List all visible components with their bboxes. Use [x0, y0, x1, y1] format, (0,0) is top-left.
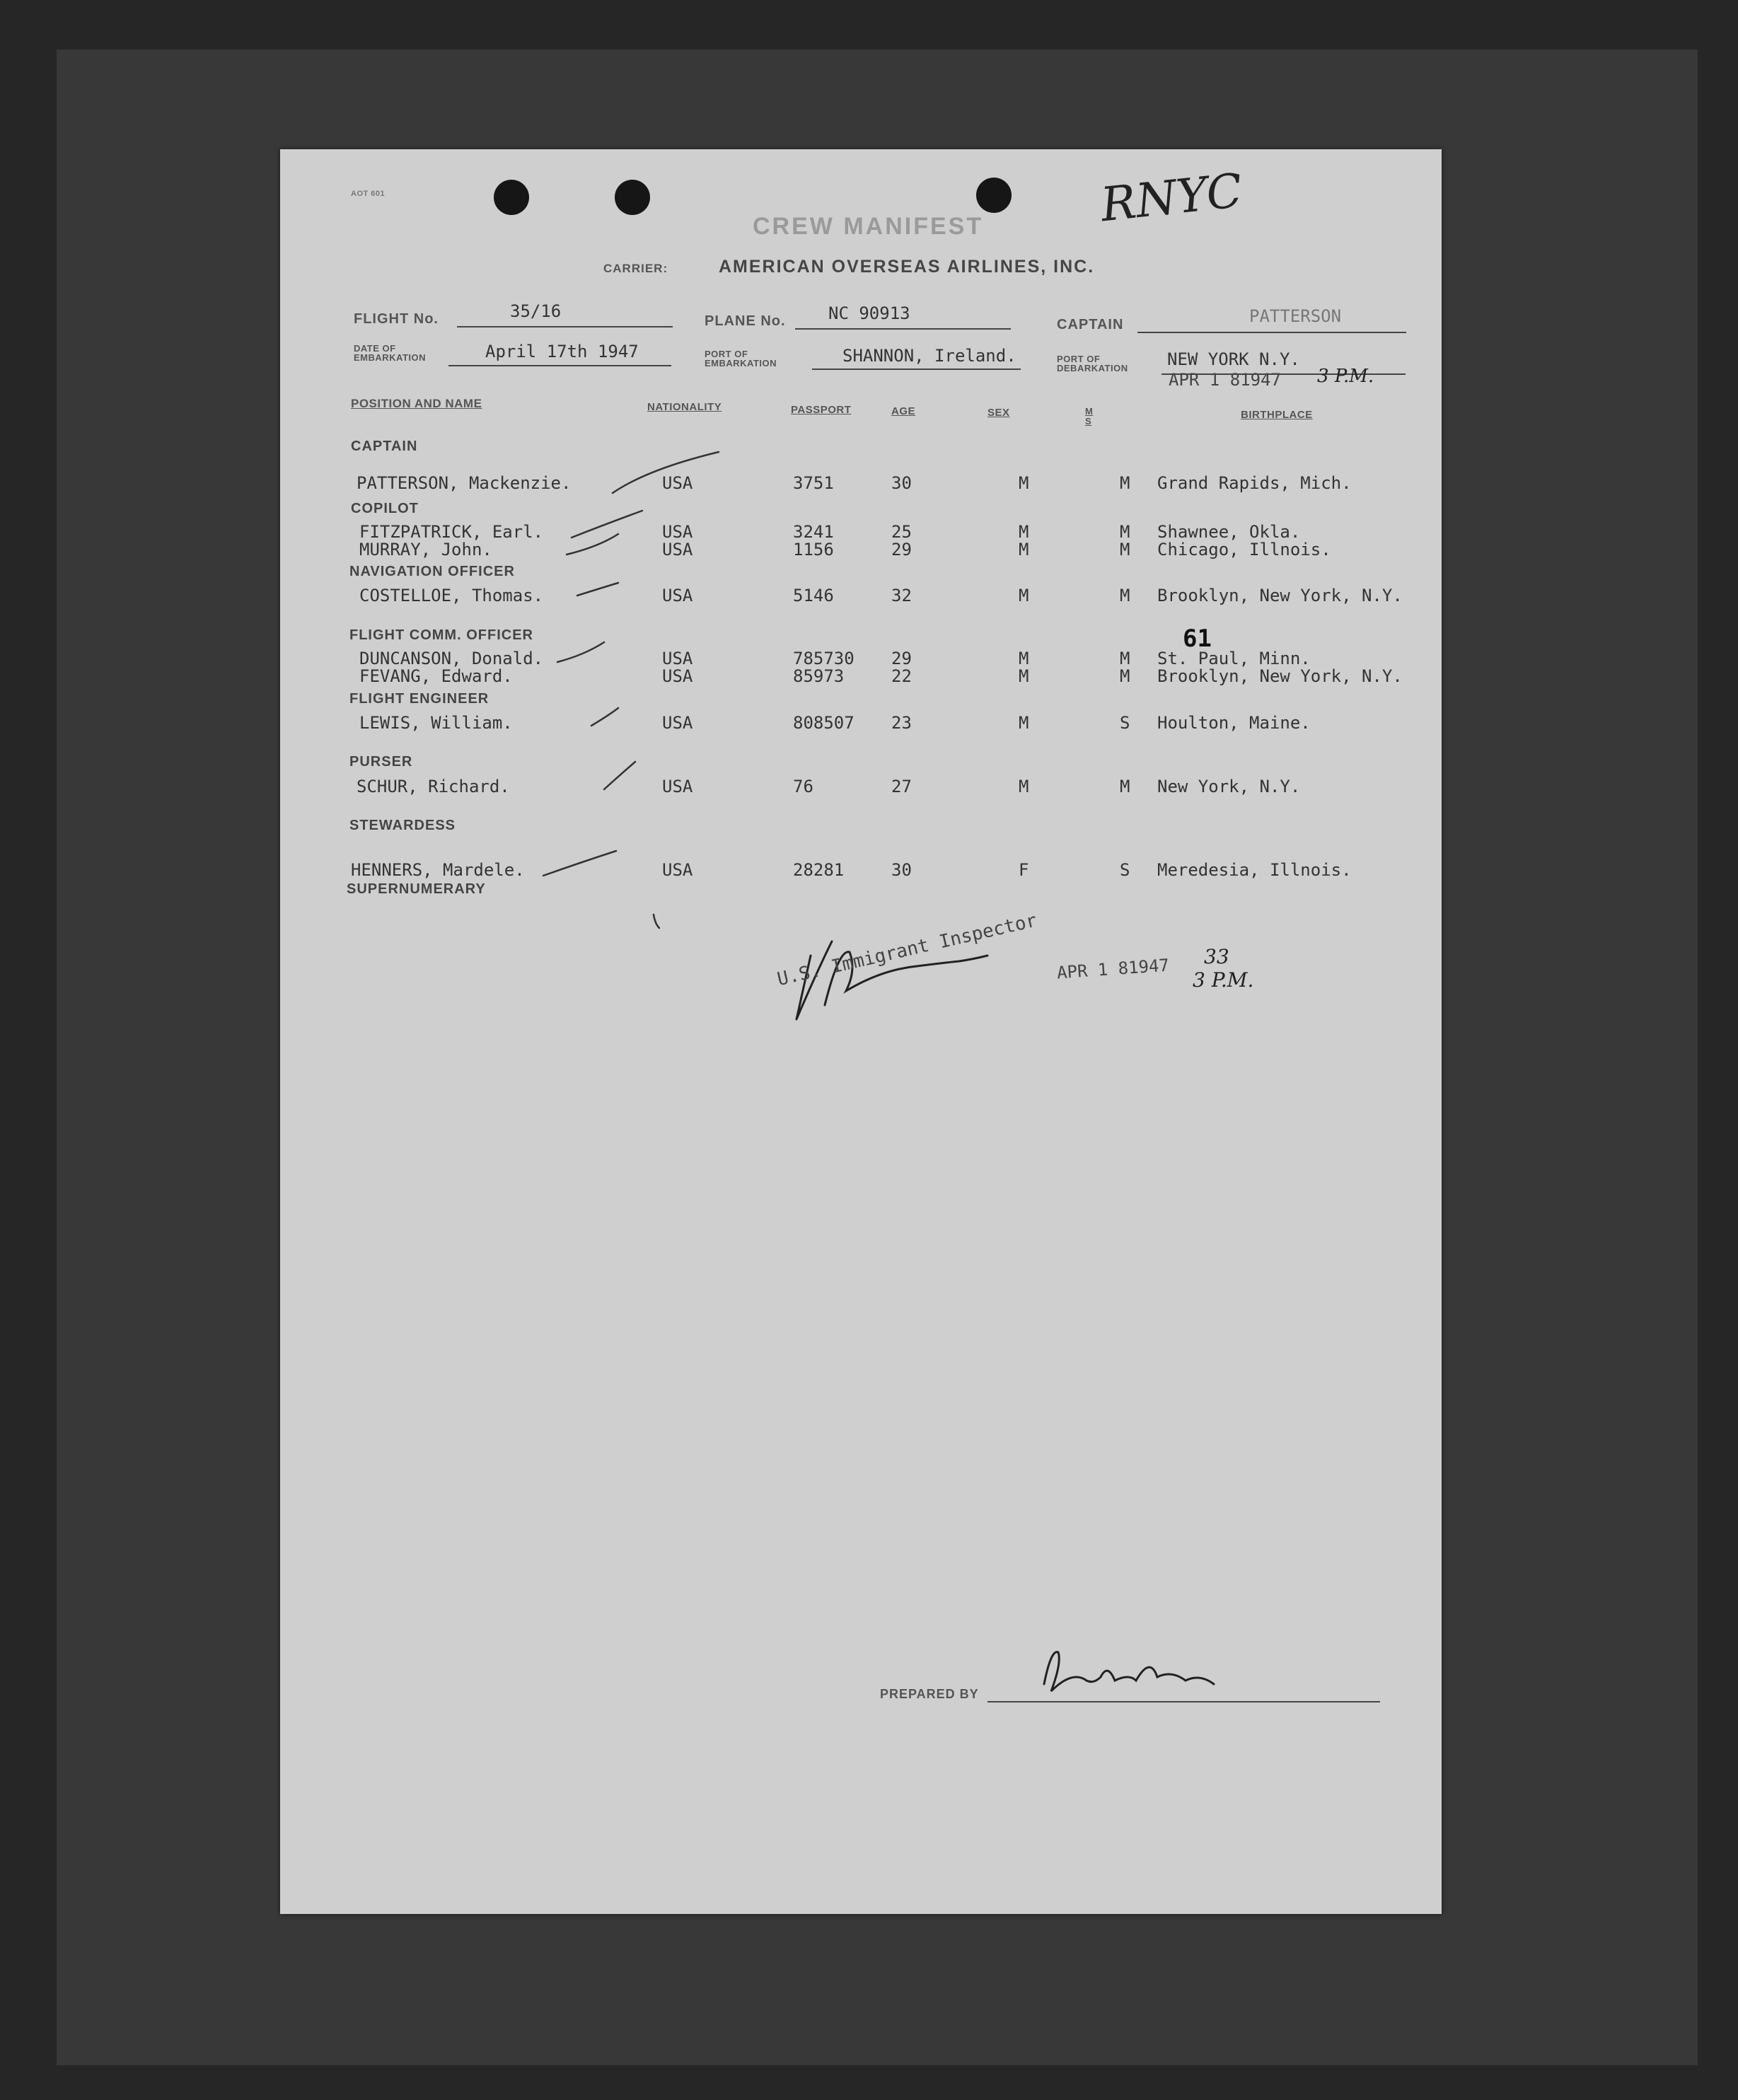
- crew-manifest-page: [280, 149, 1442, 1914]
- date-label: DATE OF EMBARKATION: [354, 343, 427, 363]
- punch-hole: [976, 178, 1012, 213]
- crew-birthplace: New York, N.Y.: [1157, 777, 1301, 796]
- crew-name: SCHUR, Richard.: [357, 777, 510, 796]
- embarkation-date: April 17th 1947: [485, 342, 639, 361]
- crew-age: 30: [891, 473, 912, 493]
- flight-label: FLIGHT No.: [354, 311, 439, 327]
- crew-sex: M: [1019, 522, 1029, 542]
- crew-name: FITZPATRICK, Earl.: [359, 522, 544, 542]
- crew-age: 27: [891, 777, 912, 796]
- date-line: [448, 365, 671, 366]
- crew-nationality: USA: [662, 713, 693, 733]
- section-captain: CAPTAIN: [351, 439, 418, 454]
- punch-hole: [494, 180, 529, 215]
- crew-name: FEVANG, Edward.: [359, 666, 513, 686]
- crew-nationality: USA: [662, 522, 693, 542]
- section-flight-engineer: FLIGHT ENGINEER: [349, 691, 489, 707]
- section-supernumerary: SUPERNUMERARY: [347, 881, 486, 897]
- inspector-note-bottom: 3 P.M.: [1193, 968, 1254, 992]
- crew-passport: 808507: [793, 713, 854, 733]
- crew-passport: 5146: [793, 586, 834, 605]
- crew-passport: 3751: [793, 473, 834, 493]
- col-marital: M S: [1085, 406, 1094, 427]
- crew-passport: 1156: [793, 540, 834, 559]
- crew-sex: M: [1019, 666, 1029, 686]
- crew-marital: M: [1120, 540, 1130, 559]
- crew-age: 25: [891, 522, 912, 542]
- crew-name: DUNCANSON, Donald.: [359, 649, 544, 668]
- form-title: CREW MANIFEST: [753, 213, 984, 240]
- corner-note: RNYC: [1098, 163, 1245, 233]
- prepared-by-label: PREPARED BY: [880, 1687, 979, 1701]
- col-age: AGE: [891, 405, 916, 417]
- carrier-name: AMERICAN OVERSEAS AIRLINES, INC.: [719, 257, 1095, 277]
- port-embarkation-line: [812, 369, 1021, 370]
- crew-nationality: USA: [662, 473, 693, 493]
- crew-nationality: USA: [662, 586, 693, 605]
- section-stewardess: STEWARDESS: [349, 818, 456, 833]
- section-navigation-officer: NAVIGATION OFFICER: [349, 564, 515, 579]
- form-code: AOT 601: [351, 190, 386, 198]
- col-passport: PASSPORT: [791, 404, 852, 416]
- crew-name: HENNERS, Mardele.: [351, 860, 525, 880]
- crew-birthplace: Chicago, Illnois.: [1157, 540, 1331, 559]
- crew-name: MURRAY, John.: [359, 540, 492, 559]
- crew-nationality: USA: [662, 540, 693, 559]
- crew-age: 30: [891, 860, 912, 880]
- section-copilot: COPILOT: [351, 501, 419, 516]
- crew-nationality: USA: [662, 666, 693, 686]
- crew-sex: M: [1019, 540, 1029, 559]
- crew-birthplace: Brooklyn, New York, N.Y.: [1157, 666, 1403, 686]
- crew-sex: M: [1019, 586, 1029, 605]
- crew-name: COSTELLOE, Thomas.: [359, 586, 544, 605]
- crew-nationality: USA: [662, 777, 693, 796]
- col-nationality: NATIONALITY: [647, 401, 722, 413]
- col-sex: SEX: [987, 407, 1010, 419]
- crew-name: PATTERSON, Mackenzie.: [357, 473, 572, 493]
- port-embarkation-value: SHANNON, Ireland.: [842, 346, 1016, 366]
- crew-marital: M: [1120, 522, 1130, 542]
- captain-line: [1137, 332, 1406, 333]
- crew-name: LEWIS, William.: [359, 713, 513, 733]
- crew-nationality: USA: [662, 860, 693, 880]
- crew-age: 23: [891, 713, 912, 733]
- punch-hole: [615, 180, 650, 215]
- plane-label: PLANE No.: [705, 313, 786, 329]
- crew-passport: 76: [793, 777, 813, 796]
- crew-marital: M: [1120, 586, 1130, 605]
- section-purser: PURSER: [349, 754, 413, 770]
- margin-number: 61: [1183, 625, 1212, 653]
- crew-sex: M: [1019, 473, 1029, 493]
- crew-age: 32: [891, 586, 912, 605]
- crew-age: 29: [891, 540, 912, 559]
- crew-birthplace: Houlton, Maine.: [1157, 713, 1311, 733]
- crew-passport: 28281: [793, 860, 845, 880]
- port-embarkation-label: PORT OF EMBARKATION: [705, 349, 777, 369]
- crew-passport: 785730: [793, 649, 854, 668]
- crew-sex: M: [1019, 713, 1029, 733]
- section-flight-comm-officer: FLIGHT COMM. OFFICER: [349, 627, 533, 643]
- crew-age: 29: [891, 649, 912, 668]
- inspector-note-top: 33: [1204, 945, 1229, 968]
- crew-sex: F: [1019, 860, 1029, 880]
- inspector-date-stamp: APR 1 81947: [1056, 955, 1170, 983]
- preparer-signature: [1030, 1642, 1256, 1705]
- crew-marital: M: [1120, 649, 1130, 668]
- crew-sex: M: [1019, 777, 1029, 796]
- crew-birthplace: St. Paul, Minn.: [1157, 649, 1311, 668]
- port-debarkation-label: PORT OF DEBARKATION: [1057, 354, 1128, 373]
- crew-passport: 3241: [793, 522, 834, 542]
- crew-nationality: USA: [662, 649, 693, 668]
- inspector-title: U.S. Immigrant Inspector: [775, 910, 1039, 991]
- crew-marital: M: [1120, 473, 1130, 493]
- crew-marital: S: [1120, 860, 1130, 880]
- crew-marital: M: [1120, 777, 1130, 796]
- crew-marital: S: [1120, 713, 1130, 733]
- crew-sex: M: [1019, 649, 1029, 668]
- crew-birthplace: Grand Rapids, Mich.: [1157, 473, 1352, 493]
- crew-birthplace: Brooklyn, New York, N.Y.: [1157, 586, 1403, 605]
- col-position-name: POSITION AND NAME: [351, 397, 482, 410]
- plane-number: NC 90913: [828, 303, 910, 323]
- captain-label: CAPTAIN: [1057, 317, 1124, 332]
- port-debarkation-value: NEW YORK N.Y.: [1167, 349, 1300, 369]
- crew-age: 22: [891, 666, 912, 686]
- col-birthplace: BIRTHPLACE: [1241, 409, 1313, 421]
- arrival-time-note: 3 P.M.: [1317, 366, 1374, 387]
- plane-line: [795, 328, 1011, 330]
- crew-birthplace: Shawnee, Okla.: [1157, 522, 1301, 542]
- captain-value: PATTERSON: [1249, 306, 1342, 326]
- arrival-stamp: APR 1 81947: [1169, 370, 1281, 390]
- flight-number: 35/16: [510, 301, 562, 321]
- flight-line: [457, 326, 673, 327]
- crew-passport: 85973: [793, 666, 845, 686]
- crew-marital: M: [1120, 666, 1130, 686]
- crew-birthplace: Meredesia, Illnois.: [1157, 860, 1352, 880]
- carrier-label: CARRIER:: [603, 262, 668, 275]
